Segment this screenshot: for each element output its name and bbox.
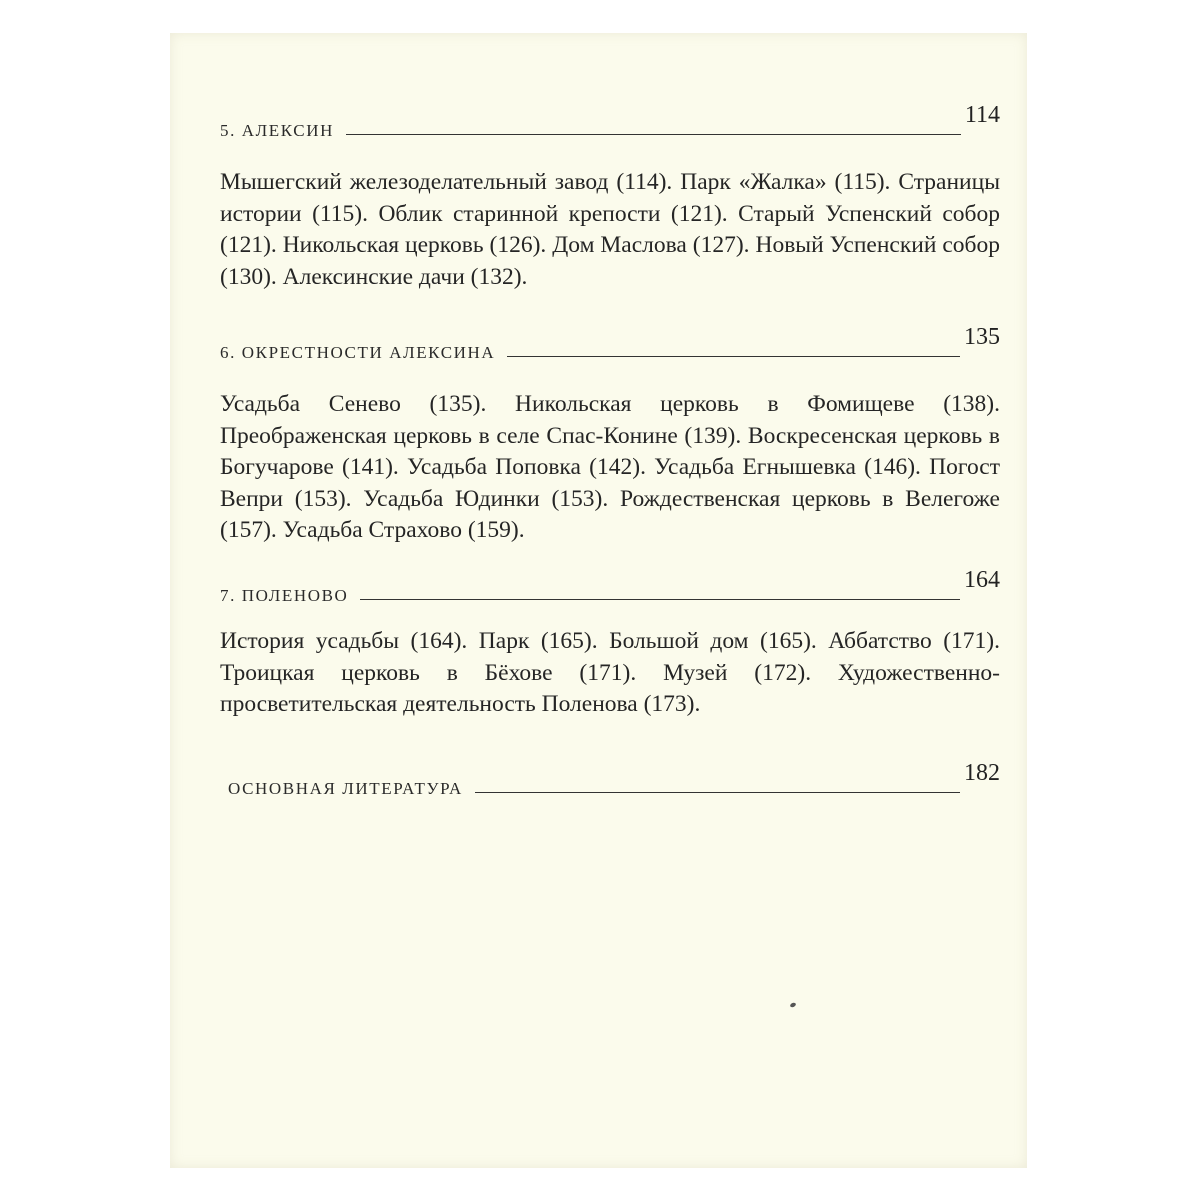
book-page [170, 33, 1027, 1168]
toc-entry-heading [228, 761, 1000, 801]
toc-page-number: 135 [964, 324, 1000, 350]
toc-entry-title: 7. ПОЛЕНОВО [220, 586, 349, 605]
toc-leader-line [507, 356, 960, 357]
toc-entry-heading [220, 325, 1000, 365]
toc-leader-line [360, 599, 960, 600]
toc-entry-description: Усадьба Сенево (135). Никольская церковь в Фомищеве (138). Преображенская церковь в селе Спас-Конине (139). Воскресенская церковь в Богучарове (141). Усадьба Поповка (142). Усадьба Егнышевка (146). Погост Вепри (153). Усадьба Юдинки (153). Рождественская церковь в Велегоже (157). Усадьба Страхово (159). [220, 391, 1000, 543]
toc-page-number: 164 [964, 567, 1000, 593]
toc-entry-title: 5. АЛЕКСИН [220, 121, 334, 140]
toc-entry-heading [220, 568, 1000, 608]
toc-page-number: 114 [964, 102, 1000, 128]
toc-entry-title: ОСНОВНАЯ ЛИТЕРАТУРА [228, 779, 463, 798]
toc-leader-line [475, 792, 960, 793]
toc-leader-line [346, 134, 961, 135]
toc-entry-title: 6. ОКРЕСТНОСТИ АЛЕКСИНА [220, 343, 496, 362]
paper-speck [789, 1002, 796, 1008]
toc-entry-description: Мышегский железоделательный завод (114). Парк «Жалка» (115). Страницы истории (115). Облик старинной крепости (121). Старый Успенский собор (121). Никольская церковь (126). Дом Маслова (127). Новый Успенский собор (130). Алексинские дачи (132). [220, 169, 1000, 290]
toc-page-number: 182 [964, 760, 1000, 786]
toc-entry-heading [220, 103, 1000, 143]
toc-entry-description: История усадьбы (164). Парк (165). Большой дом (165). Аббатство (171). Троицкая церковь в Бёхове (171). Музей (172). Художественно-просветительская деятельность Поленова (173). [220, 628, 1000, 717]
